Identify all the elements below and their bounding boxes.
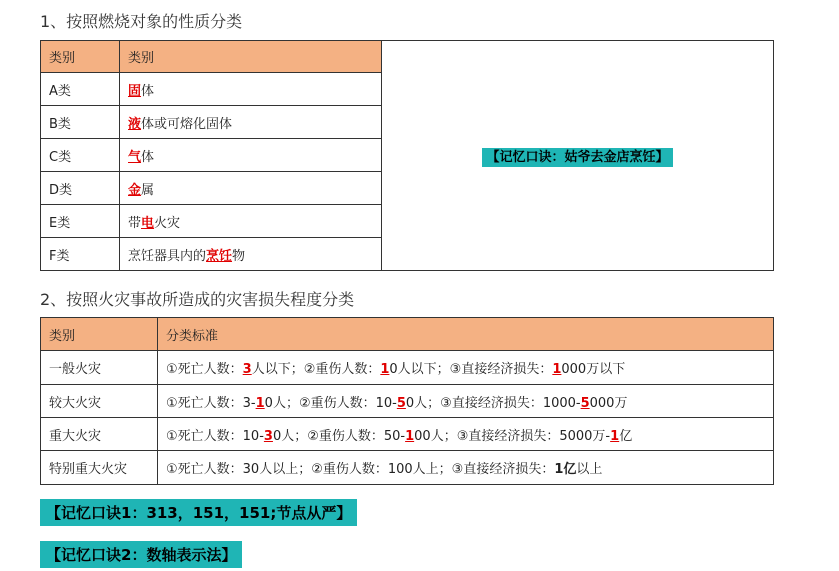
class-a: A类 (41, 73, 120, 106)
memo-2: 【记忆口诀2：数轴表示法】 (40, 541, 242, 568)
class-b: B类 (41, 106, 120, 139)
header-category: 类别 (41, 41, 120, 73)
class-e: E类 (41, 205, 120, 238)
header-category-2: 类别 (120, 41, 382, 73)
row-general-criteria: ①死亡人数：3人以下；②重伤人数：10人以下；③直接经济损失：1000万以下 (158, 351, 774, 385)
row-large-criteria: ①死亡人数：3-10人；②重伤人数：10-50人；③直接经济损失：1000-5000万 (158, 385, 774, 418)
row-general-class: 一般火灾 (41, 351, 158, 385)
row-large-class: 较大火灾 (41, 385, 158, 418)
class-c: C类 (41, 139, 120, 172)
desc-d: 金属 (120, 172, 382, 205)
desc-f: 烹饪器具内的烹饪物 (120, 238, 382, 271)
memo-combustion: 【记忆口诀：姑爷去金店烹饪】 (482, 148, 672, 167)
row-extraordinary-class: 特别重大火灾 (41, 451, 158, 485)
desc-a: 固体 (120, 73, 382, 106)
row-major-class: 重大火灾 (41, 418, 158, 451)
memo-cell (382, 41, 774, 271)
header-criteria: 分类标准 (158, 318, 774, 351)
combustion-table (40, 40, 774, 271)
desc-b: 液体或可熔化固体 (120, 106, 382, 139)
section2-title: 2、按照火灾事故所造成的灾害损失程度分类 (40, 290, 355, 309)
class-f: F类 (41, 238, 120, 271)
loss-table (40, 317, 774, 485)
section1-title: 1、按照燃烧对象的性质分类 (40, 12, 243, 31)
header-category: 类别 (41, 318, 158, 351)
desc-e: 带电火灾 (120, 205, 382, 238)
row-extraordinary-criteria: ①死亡人数：30人以上；②重伤人数：100人上；③直接经济损失：1亿以上 (158, 451, 774, 485)
desc-c: 气体 (120, 139, 382, 172)
memo-1: 【记忆口诀1：313，151，151;节点从严】 (40, 499, 357, 526)
row-major-criteria: ①死亡人数：10-30人；②重伤人数：50-100人；③直接经济损失：5000万-1亿 (158, 418, 774, 451)
class-d: D类 (41, 172, 120, 205)
